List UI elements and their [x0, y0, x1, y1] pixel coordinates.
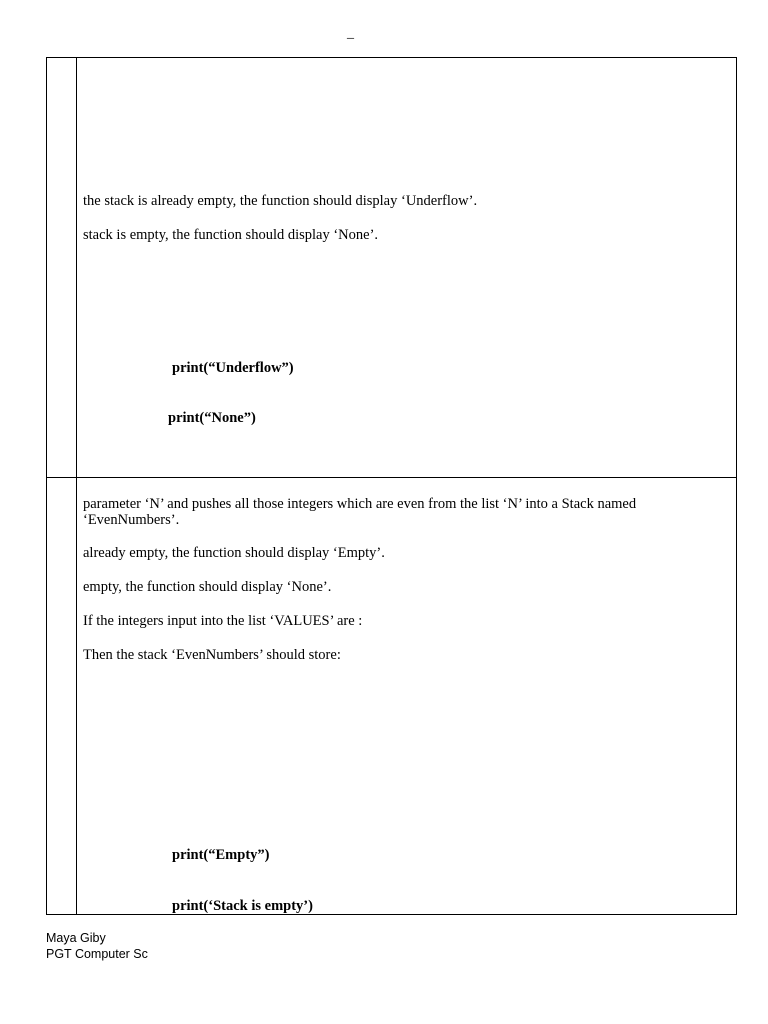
footer-author-title: PGT Computer Sc [46, 947, 148, 961]
row2-none-text: empty, the function should display ‘None’. [83, 579, 332, 595]
row1-underflow-text: the stack is already empty, the function should display ‘Underflow’. [83, 193, 478, 209]
row2-code-empty: print(“Empty”) [172, 847, 270, 863]
row2-input-text: If the integers input into the list ‘VALUES’ are : [83, 613, 363, 629]
footer-author-name: Maya Giby [46, 931, 106, 945]
row1-code-none: print(“None”) [168, 410, 256, 426]
row2-store-text: Then the stack ‘EvenNumbers’ should store: [83, 647, 341, 663]
question-table [46, 57, 737, 915]
row1-none-text: stack is empty, the function should display ‘None’. [83, 227, 379, 243]
row2-empty-text: already empty, the function should display ‘Empty’. [83, 545, 385, 561]
row2-code-stack-empty: print(‘Stack is empty’) [172, 898, 313, 914]
question-number-column-border [76, 58, 77, 914]
row-divider [47, 477, 736, 478]
header-mark: _ [347, 26, 354, 41]
row1-code-underflow: print(“Underflow”) [172, 360, 294, 376]
row2-description: parameter ‘N’ and pushes all those integers which are even from the list ‘N’ into a Stack named ‘EvenNumbers’. [83, 496, 637, 528]
